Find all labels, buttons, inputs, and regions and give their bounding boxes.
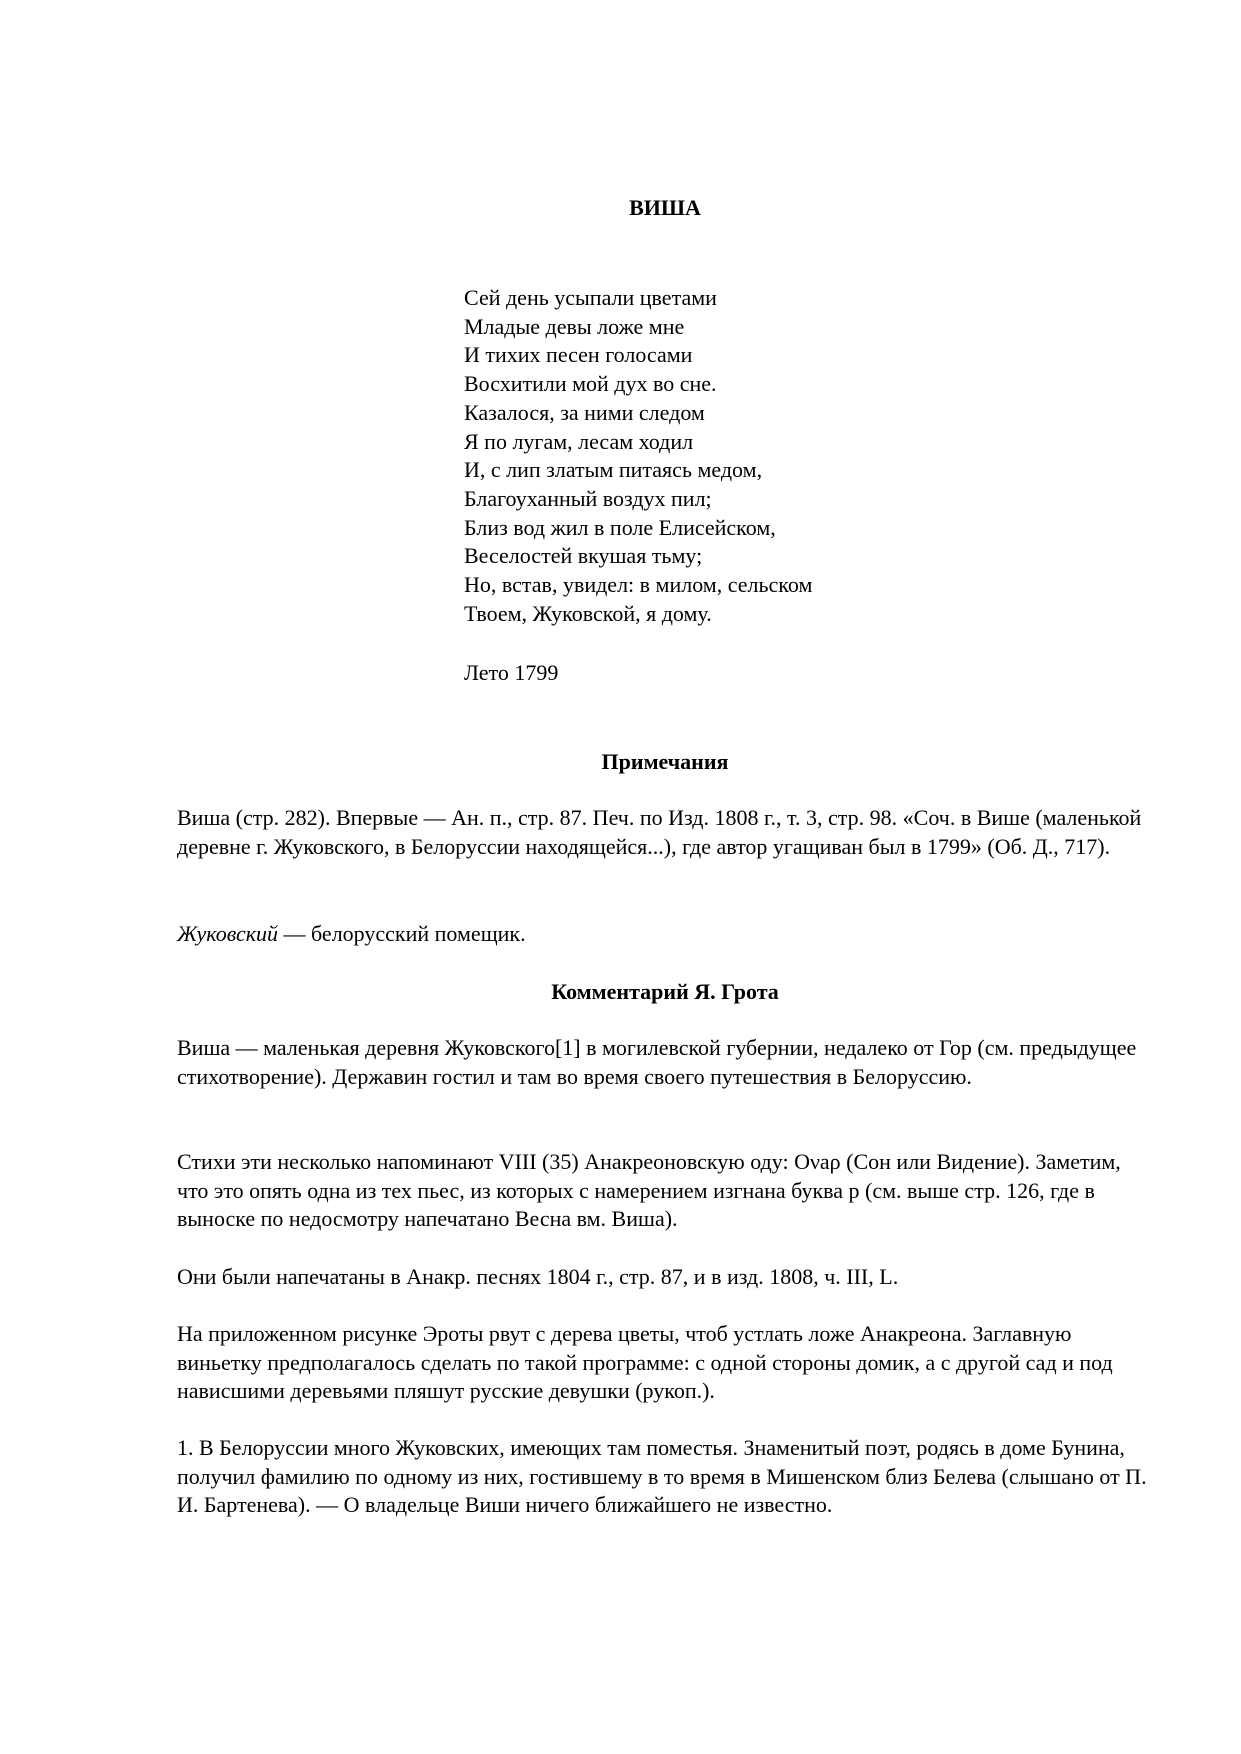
poem-line: Твоем, Жуковской, я дому. — [464, 600, 712, 626]
notes-paragraph: Виша (стр. 282). Впервые — Ан. п., стр. 87. Печ. по Изд. 1808 г., т. 3, стр. 98. «Соч. в Више (маленькой деревне г. Жуковского, в Белоруссии находящейся...), где автор угащиван был в 1799» (Об. Д., 717). — [177, 805, 1142, 859]
notes-paragraph-rest: — белорусский помещик. — [278, 921, 526, 946]
poem-stanza — [464, 284, 812, 628]
poem-title: ВИША — [629, 195, 701, 220]
poem-line: Веселостей вкушая тьму; — [464, 543, 703, 569]
poem-line: Казалося, за ними следом — [464, 399, 705, 425]
poem-line: Восхитили мой дух во сне. — [464, 371, 717, 397]
notes-paragraph-zhukovsky — [177, 920, 1157, 949]
poem-line: И, с лип златым питаясь медом, — [464, 457, 763, 483]
footnote-paragraph: 1. В Белоруссии много Жуковских, имеющих там поместья. Знаменитый поэт, родясь в доме Бунина, получил фамилию по одному из них, гостившему в то время в Мишенском близ Белева (слышано от П. И. Бартенева). — О владельце Виши ничего ближайшего не известно. — [177, 1435, 1147, 1517]
poem-line: Близ вод жил в поле Елисейском, — [464, 514, 776, 540]
poem-line: И тихих песен голосами — [464, 342, 693, 368]
italic-name: Жуковский — [177, 921, 279, 946]
poem-line: Благоуханный воздух пил; — [464, 485, 712, 511]
poem-line: Сей день усыпали цветами — [464, 285, 717, 310]
commentary-paragraph: Они были напечатаны в Анакр. песнях 1804 г., стр. 87, и в изд. 1808, ч. III, L. — [177, 1264, 899, 1289]
commentary-paragraph: На приложенном рисунке Эроты рвут с дерева цветы, чтоб устлать ложе Анакреона. Заглавную виньетку предполагалось сделать по такой программе: с одной стороны домик, а с другой сад и под нависшими деревьями пляшут русские девушки (рукоп.). — [177, 1321, 1113, 1403]
commentary-heading: Комментарий Я. Грота — [551, 979, 779, 1004]
poem-date: Лето 1799 — [464, 660, 559, 685]
poem-line: Я по лугам, лесам ходил — [464, 428, 694, 454]
poem-line: Но, встав, увидел: в милом, сельском — [464, 572, 813, 598]
notes-heading: Примечания — [601, 749, 729, 774]
commentary-paragraph: Виша — маленькая деревня Жуковского[1] в могилевской губернии, недалеко от Гор (см. предыдущее стихотворение). Державин гостил и там во время своего путешествия в Белоруссию. — [177, 1035, 1137, 1089]
commentary-paragraph: Стихи эти несколько напоминают VIII (35) Анакреоновскую оду: Ονaρ (Сон или Видение). Заметим, что это опять одна из тех пьес, из которых с намерением изгнана буква р (см. выше стр. 126, где в выноске по недосмотру напечатано Весна вм. Виша). — [177, 1149, 1121, 1231]
poem-line: Младые девы ложе мне — [464, 313, 685, 339]
